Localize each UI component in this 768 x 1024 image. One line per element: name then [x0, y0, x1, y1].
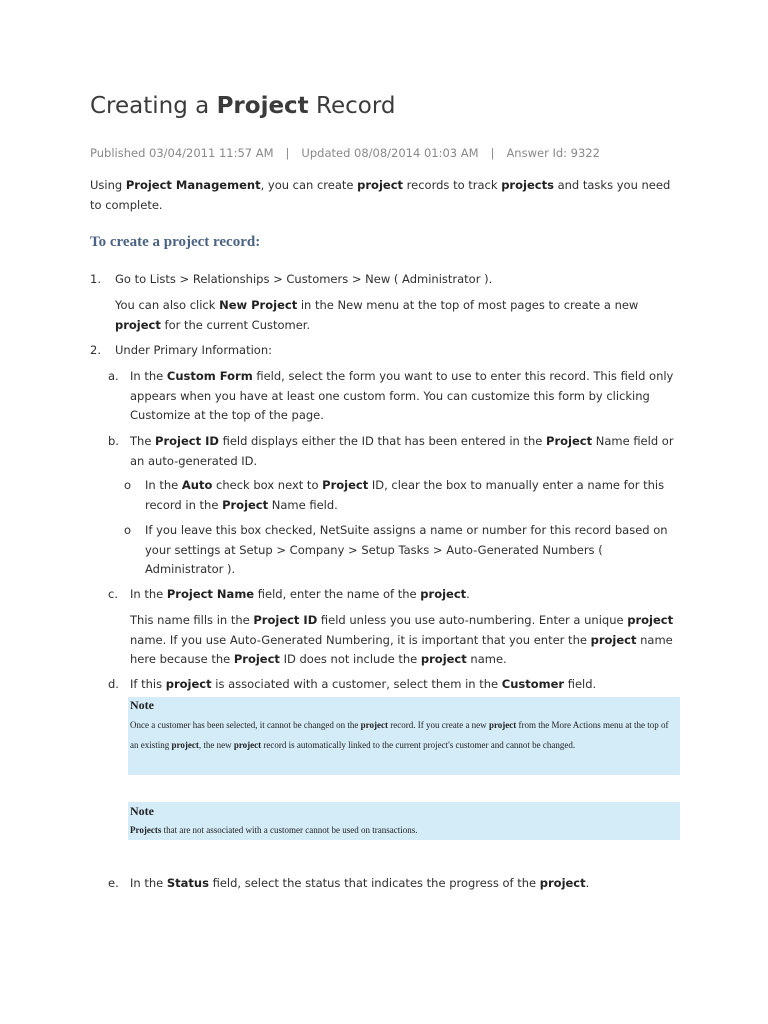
note-title: Note — [130, 804, 154, 818]
note-body: Projects that are not associated with a customer cannot be used on transactions. — [130, 825, 418, 835]
step-1-note: You can also click New Project in the New menu at the top of most pages to create a new project for the current Customer. — [115, 298, 639, 332]
substep-b-text: The Project ID field displays either the ID that has been entered in the Project Name field or an auto-generated ID. — [130, 434, 674, 468]
bullet-marker: o — [124, 523, 132, 537]
page-title: Creating a Project Record — [90, 93, 396, 119]
list-marker: e. — [108, 876, 119, 890]
published-date: Published 03/04/2011 11:57 AM — [90, 146, 274, 160]
answer-id: Answer Id: 9322 — [506, 146, 600, 160]
meta-separator: | — [285, 146, 290, 160]
section-heading: To create a project record: — [90, 234, 261, 250]
updated-date: Updated 08/08/2014 01:03 AM — [301, 146, 479, 160]
substep-e-text: In the Status field, select the status that indicates the progress of the project. — [130, 876, 590, 890]
substep-b-bullet-1: In the Auto check box next to Project ID, clear the box to manually enter a name for this record in the Project Name field. — [145, 478, 665, 512]
step-2-text: Under Primary Information: — [115, 343, 273, 357]
list-marker: a. — [108, 369, 119, 383]
substep-c-detail: This name fills in the Project ID field unless you use auto-numbering. Enter a unique project name. If you use Auto-Generated Numbering, it is important that you enter the project name here because the Project ID does not include the project name. — [130, 613, 674, 666]
note-body: Once a customer has been selected, it cannot be changed on the project record. If you create a new project from the More Actions menu at the top of an existing project, the new project record is automatically linked to the current project's customer and cannot be changed. — [130, 720, 669, 750]
substep-b-bullet-2: If you leave this box checked, NetSuite assigns a name or number for this record based on your settings at Setup > Company > Setup Tasks > Auto-Generated Numbers ( Administrator ). — [145, 523, 668, 576]
article-meta — [90, 146, 600, 160]
list-marker: 1. — [90, 272, 101, 286]
substep-c-text: In the Project Name field, enter the name of the project. — [130, 587, 470, 601]
substep-a-text: In the Custom Form field, select the form you want to use to enter this record. This field only appears when you have at least one custom form. You can customize this form by clicking Customize at the top of the page. — [130, 369, 674, 422]
list-marker: 2. — [90, 343, 101, 357]
intro-paragraph: Using Project Management, you can create project records to track projects and tasks you need to complete. — [90, 178, 671, 212]
note-box — [128, 697, 680, 775]
list-marker: b. — [108, 434, 119, 448]
list-marker: c. — [108, 587, 118, 601]
step-1-text: Go to Lists > Relationships > Customers > New ( Administrator ). — [115, 272, 493, 286]
substep-d-text: If this project is associated with a customer, select them in the Customer field. — [130, 677, 597, 691]
bullet-marker: o — [124, 478, 132, 492]
list-marker: d. — [108, 677, 119, 691]
note-title: Note — [130, 698, 154, 712]
meta-separator: | — [490, 146, 495, 160]
note-box — [128, 802, 680, 840]
